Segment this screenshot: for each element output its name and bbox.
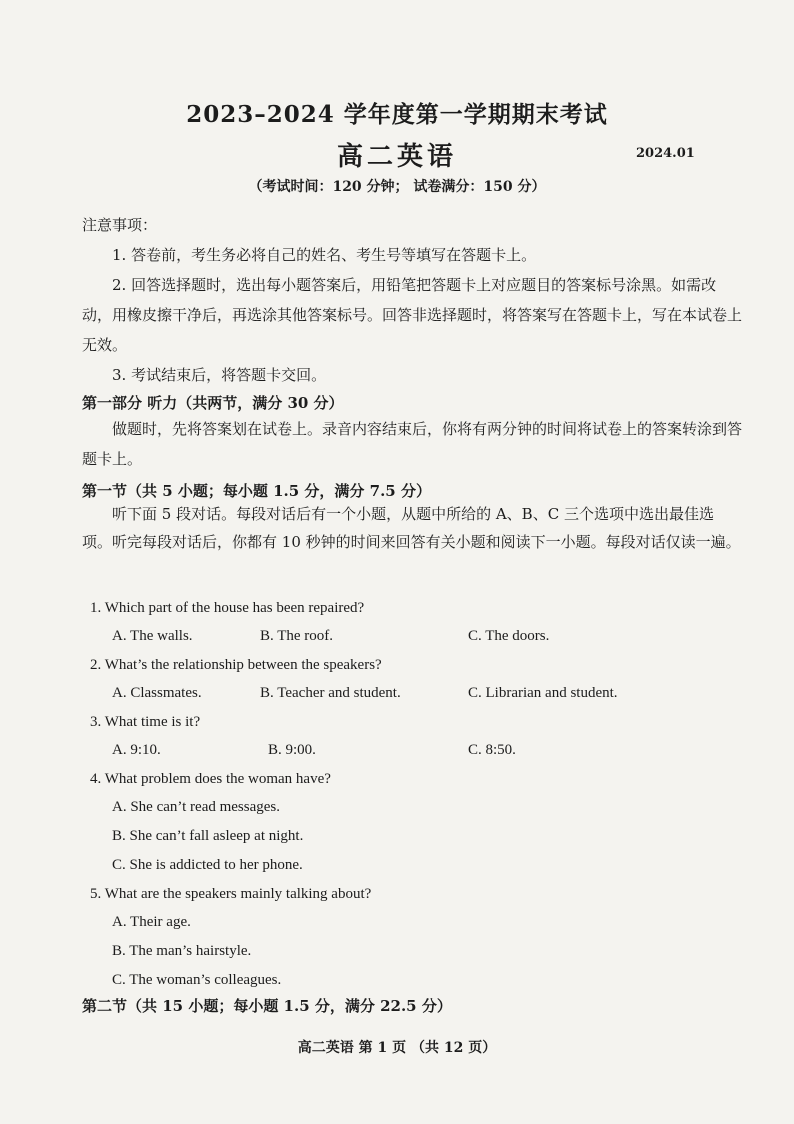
question-list (90, 594, 730, 995)
subject-title: 高二英语 (336, 142, 457, 172)
exam-title: 2023–2024 学年度第一学期期末考试 (186, 101, 608, 128)
page-footer: 高二英语 第 1 页 （共 12 页） (297, 1040, 497, 1056)
option-b: B. The roof. (260, 628, 334, 644)
part1-instruction: 做题时，先将答案划在试卷上。录音内容结束后，你将有两分钟的时间将试卷上的答案转涂到答题卡上。 (82, 420, 743, 468)
notes-heading: 注意事项： (82, 216, 158, 234)
option-a: A. Classmates. (112, 685, 202, 701)
option-a: A. She can’t read messages. (112, 799, 281, 815)
note-item: 3. 考试结束后，将答题卡交回。 (112, 366, 327, 384)
exam-date: 2024.01 (636, 146, 695, 161)
option-row (90, 679, 730, 708)
note-item: 2. 回答选择题时，选出每小题答案后，用铅笔把答题卡上对应题目的答案标号涂黑。如需改动，用橡皮擦干净后，再选涂其他答案标号。回答非选择题时，将答案写在答题卡上，写在本试卷上无效。 (82, 276, 743, 354)
part1-heading: 第一部分 听力（共两节，满分 30 分） (82, 394, 344, 412)
option-a: A. The walls. (112, 628, 193, 644)
option-b: B. 9:00. (268, 742, 316, 758)
option-c: C. The woman’s colleagues. (112, 972, 282, 988)
question-text: 4. What problem does the woman have? (90, 771, 331, 787)
option-c: C. 8:50. (468, 742, 516, 758)
option-a: A. Their age. (112, 914, 191, 930)
option-row (90, 622, 730, 651)
option-c: C. Librarian and student. (468, 685, 618, 701)
option-c: C. The doors. (468, 628, 550, 644)
note-item: 1. 答卷前，考生务必将自己的姓名、考生号等填写在答题卡上。 (112, 246, 537, 264)
notes-list (82, 240, 742, 390)
option-a: A. 9:10. (112, 742, 161, 758)
section1-heading: 第一节（共 5 小题；每小题 1.5 分，满分 7.5 分） (82, 482, 431, 500)
section1-instruction: 听下面 5 段对话。每段对话后有一个小题，从题中所给的 A、B、C 三个选项中选出最佳选项。听完每段对话后，你都有 10 秒钟的时间来回答有关小题和阅读下一小题。每段对话仅读一遍。 (82, 505, 741, 551)
option-b: B. Teacher and student. (260, 685, 401, 701)
option-c: C. She is addicted to her phone. (112, 857, 303, 873)
section2-heading: 第二节（共 15 小题；每小题 1.5 分，满分 22.5 分） (82, 997, 452, 1015)
question-text: 2. What’s the relationship between the speakers? (90, 657, 382, 673)
option-b: B. She can’t fall asleep at night. (112, 828, 304, 844)
question-text: 1. Which part of the house has been repaired? (90, 600, 365, 616)
option-b: B. The man’s hairstyle. (112, 943, 252, 959)
question-text: 3. What time is it? (90, 714, 201, 730)
exam-info: （考试时间：120 分钟； 试卷满分：150 分） (248, 179, 546, 195)
question-text: 5. What are the speakers mainly talking about? (90, 886, 372, 902)
option-row (90, 736, 730, 765)
